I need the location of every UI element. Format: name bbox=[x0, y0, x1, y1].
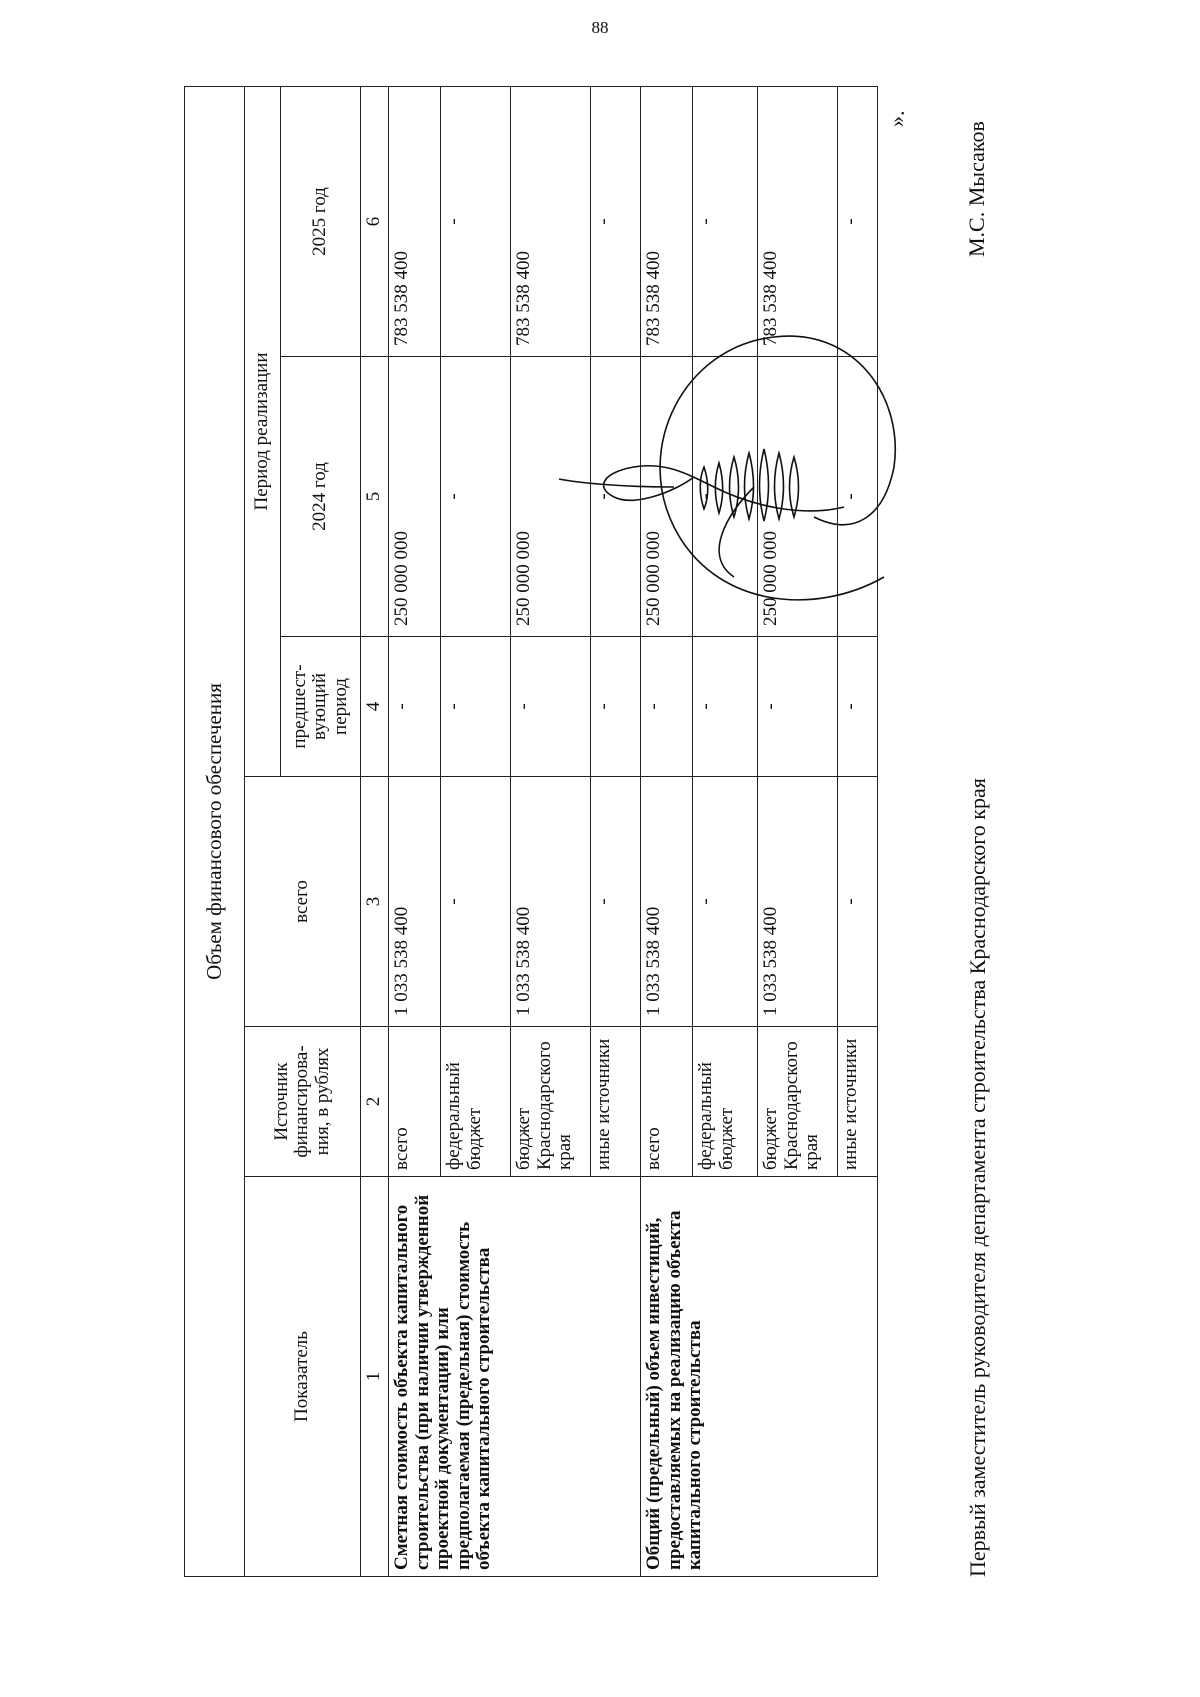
source-cell: иные источники bbox=[591, 1027, 641, 1177]
total-cell: - bbox=[591, 777, 641, 1027]
total-cell: - bbox=[838, 777, 878, 1027]
prev-cell: - bbox=[838, 637, 878, 777]
col-number: 3 bbox=[361, 777, 389, 1027]
y2024-cell: 250 000 000 bbox=[389, 357, 441, 637]
table-title: Объем финансового обеспечения bbox=[185, 87, 245, 1577]
y2024-cell: - bbox=[591, 357, 641, 637]
y2025-cell: 783 538 400 bbox=[641, 87, 693, 357]
total-cell: 1 033 538 400 bbox=[511, 777, 591, 1027]
prev-cell: - bbox=[511, 637, 591, 777]
indicator-cell: Сметная стоимость объекта капитального строительства (при наличии утвержденной проектной документации) или предполагаемая (предельная) стоимость объекта капитального строительства bbox=[389, 1177, 641, 1577]
y2024-cell: 250 000 000 bbox=[511, 357, 591, 637]
source-cell: бюджет Краснодарского края bbox=[758, 1027, 838, 1177]
indicator-cell: Общий (предельный) объем инвестиций, предоставляемых на реализацию объекта капитального строительства bbox=[641, 1177, 878, 1577]
y2024-cell: - bbox=[693, 357, 758, 637]
source-cell: федеральный бюджет bbox=[693, 1027, 758, 1177]
prev-cell: - bbox=[693, 637, 758, 777]
col-number: 5 bbox=[361, 357, 389, 637]
header-2024: 2024 год bbox=[281, 357, 361, 637]
prev-cell: - bbox=[441, 637, 511, 777]
closing-quote: ». bbox=[884, 110, 909, 127]
y2025-cell: - bbox=[838, 87, 878, 357]
y2024-cell: 250 000 000 bbox=[758, 357, 838, 637]
y2025-cell: 783 538 400 bbox=[511, 87, 591, 357]
page-number: 88 bbox=[591, 18, 609, 37]
total-cell: - bbox=[441, 777, 511, 1027]
prev-cell: - bbox=[641, 637, 693, 777]
total-cell: - bbox=[693, 777, 758, 1027]
y2024-cell: - bbox=[441, 357, 511, 637]
y2024-cell: 250 000 000 bbox=[641, 357, 693, 637]
total-cell: 1 033 538 400 bbox=[389, 777, 441, 1027]
header-indicator: Показатель bbox=[245, 1177, 361, 1577]
rotated-page-content bbox=[184, 87, 1074, 1577]
table-row bbox=[389, 87, 441, 1577]
header-source: Источник финансирова-ния, в рублях bbox=[245, 1027, 361, 1177]
source-cell: иные источники bbox=[838, 1027, 878, 1177]
header-period: Период реализации bbox=[245, 87, 281, 777]
total-cell: 1 033 538 400 bbox=[758, 777, 838, 1027]
source-cell: всего bbox=[641, 1027, 693, 1177]
prev-cell: - bbox=[389, 637, 441, 777]
col-number: 1 bbox=[361, 1177, 389, 1577]
header-2025: 2025 год bbox=[281, 87, 361, 357]
y2025-cell: - bbox=[591, 87, 641, 357]
header-total: всего bbox=[245, 777, 361, 1027]
prev-cell: - bbox=[591, 637, 641, 777]
signer-title: Первый заместитель руководителя департамента строительства Краснодарского края bbox=[965, 778, 990, 1577]
prev-cell: - bbox=[758, 637, 838, 777]
signer-name: М.С. Мысаков bbox=[964, 121, 989, 257]
y2024-cell: - bbox=[838, 357, 878, 637]
handwritten-signature bbox=[554, 277, 914, 637]
header-prev-period: предшест-вующий период bbox=[281, 637, 361, 777]
y2025-cell: 783 538 400 bbox=[758, 87, 838, 357]
col-number: 4 bbox=[361, 637, 389, 777]
y2025-cell: - bbox=[441, 87, 511, 357]
total-cell: 1 033 538 400 bbox=[641, 777, 693, 1027]
source-cell: бюджет Краснодарского края bbox=[511, 1027, 591, 1177]
source-cell: всего bbox=[389, 1027, 441, 1177]
y2025-cell: 783 538 400 bbox=[389, 87, 441, 357]
col-number: 6 bbox=[361, 87, 389, 357]
col-number: 2 bbox=[361, 1027, 389, 1177]
y2025-cell: - bbox=[693, 87, 758, 357]
source-cell: федеральный бюджет bbox=[441, 1027, 511, 1177]
